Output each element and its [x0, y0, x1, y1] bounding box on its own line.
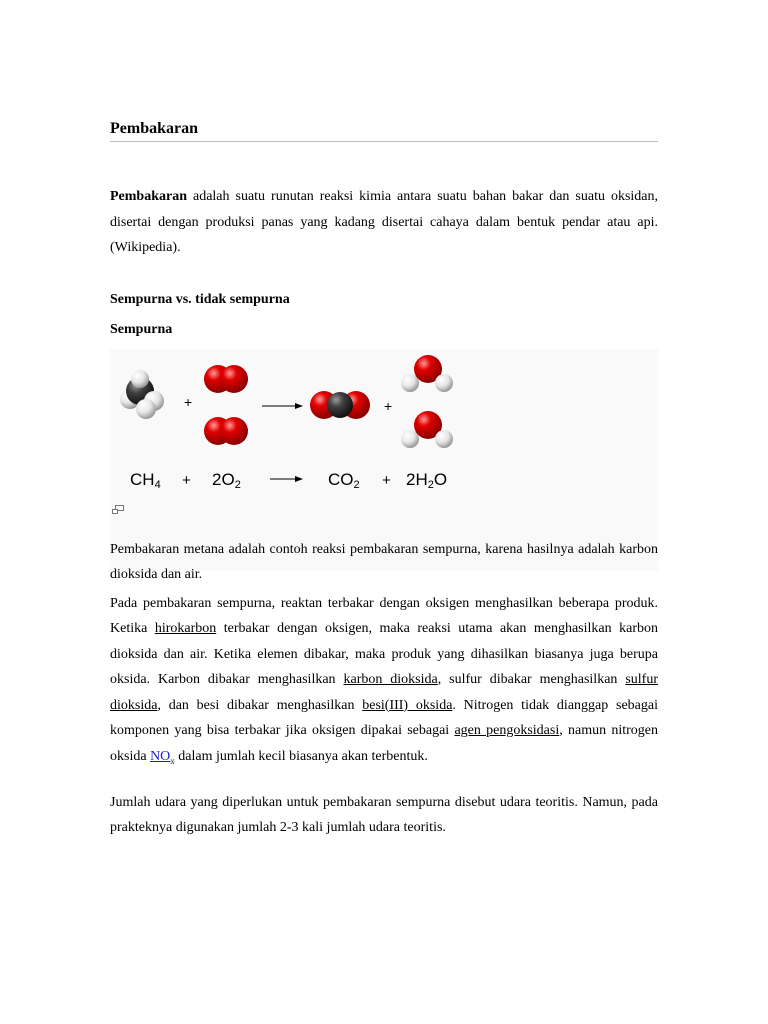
eq-plus-2: +: [382, 471, 391, 489]
link-hirokarbon[interactable]: hirokarbon: [154, 621, 217, 636]
molecule-plus-2: +: [384, 397, 393, 414]
chemical-equation: [130, 470, 447, 491]
para2-text-4: , dan besi dibakar menghasilkan: [157, 697, 363, 713]
link-nox-text: NO: [150, 748, 171, 764]
oxygen-molecule-1: [204, 365, 248, 393]
carbon-dioxide-molecule: [310, 391, 370, 419]
eq-h2o-b: O: [433, 469, 448, 489]
para2-text-2: terbakar dengan oksigen, maka reaksi utama akan menghasilkan karbon dioksida dan air. Ketika elemen dibakar, maka produk yang dihasilkan biasanya juga berupa oksida. Karbon dibakar menghasilkan: [110, 621, 658, 687]
eq-plus-1: +: [182, 471, 191, 489]
theoretical-air-paragraph: Jumlah udara yang diperlukan untuk pembakaran sempurna disebut udara teoritis. Namun, pada prakteknya digunakan jumlah 2-3 kali jumlah udara teoritis.: [110, 794, 658, 836]
water-molecule-1: [401, 355, 453, 392]
para2-text-3: , sulfur dibakar menghasilkan: [437, 672, 626, 687]
page-title: Pembakaran: [110, 120, 658, 142]
oxygen-molecule-2: [204, 417, 248, 445]
eq-co2-sub: 2: [353, 478, 360, 491]
link-nox[interactable]: [150, 749, 175, 764]
section-heading-complete-vs-incomplete: Sempurna vs. tidak sempurna: [110, 291, 290, 307]
intro-term: Pembakaran: [110, 189, 193, 204]
eq-o2: 2O: [212, 469, 235, 489]
methane-molecule: [120, 370, 164, 419]
link-karbon-dioksida[interactable]: karbon dioksida: [343, 672, 438, 687]
para2-text-6: , namun nitrogen oksida: [110, 723, 658, 764]
link-nox-sub: x: [170, 755, 175, 766]
link-sulfur-dioksida[interactable]: sulfur dioksida: [110, 672, 659, 713]
combustion-figure: [110, 349, 658, 582]
section-heading-complete: Sempurna: [110, 321, 173, 337]
svg-text:2H2O: [406, 470, 447, 491]
svg-text:CH4: [130, 470, 161, 491]
para2-text-5: . Nitrogen tidak dianggap sebagai komponen yang bisa terbakar jika oksigen dipakai sebagai: [110, 697, 658, 738]
intro-paragraph: [110, 184, 658, 261]
svg-text:2O2: [212, 470, 241, 491]
link-besi-oksida[interactable]: besi(III) oksida: [362, 697, 453, 713]
methane-combustion-illustration[interactable]: [110, 349, 470, 499]
figure-caption: Pembakaran metana adalah contoh reaksi pembakaran sempurna, karena hasilnya adalah karbon dioksida dan air.: [110, 541, 658, 582]
link-agen-pengoksidasi[interactable]: agen pengoksidasi: [454, 723, 560, 738]
intro-text: adalah suatu runutan reaksi kimia antara suatu bahan bakar dan suatu oksidan, disertai dengan produksi panas yang kadang disertai cahaya dalam bentuk pendar atau api.(Wikipedia).: [110, 189, 658, 255]
eq-h2o-a: 2H: [406, 469, 428, 489]
eq-o2-sub: 2: [234, 478, 241, 491]
svg-text:CO2: [328, 470, 360, 491]
complete-combustion-paragraph: [110, 591, 658, 774]
para2-text-1: Pada pembakaran sempurna, reaktan terbakar dengan oksigen menghasilkan beberapa produk. Ketika: [110, 595, 658, 636]
water-molecule-2: [401, 411, 453, 448]
document-content: [110, 120, 658, 841]
eq-ch4-sub: 4: [154, 478, 161, 491]
eq-ch4: CH: [130, 469, 155, 489]
molecule-plus-1: +: [184, 393, 193, 410]
eq-h2o-sub: 2: [427, 478, 434, 491]
para2-text-7: dalam jumlah kecil biasanya akan terbentuk.: [174, 748, 428, 764]
eq-co2: CO: [328, 469, 354, 489]
